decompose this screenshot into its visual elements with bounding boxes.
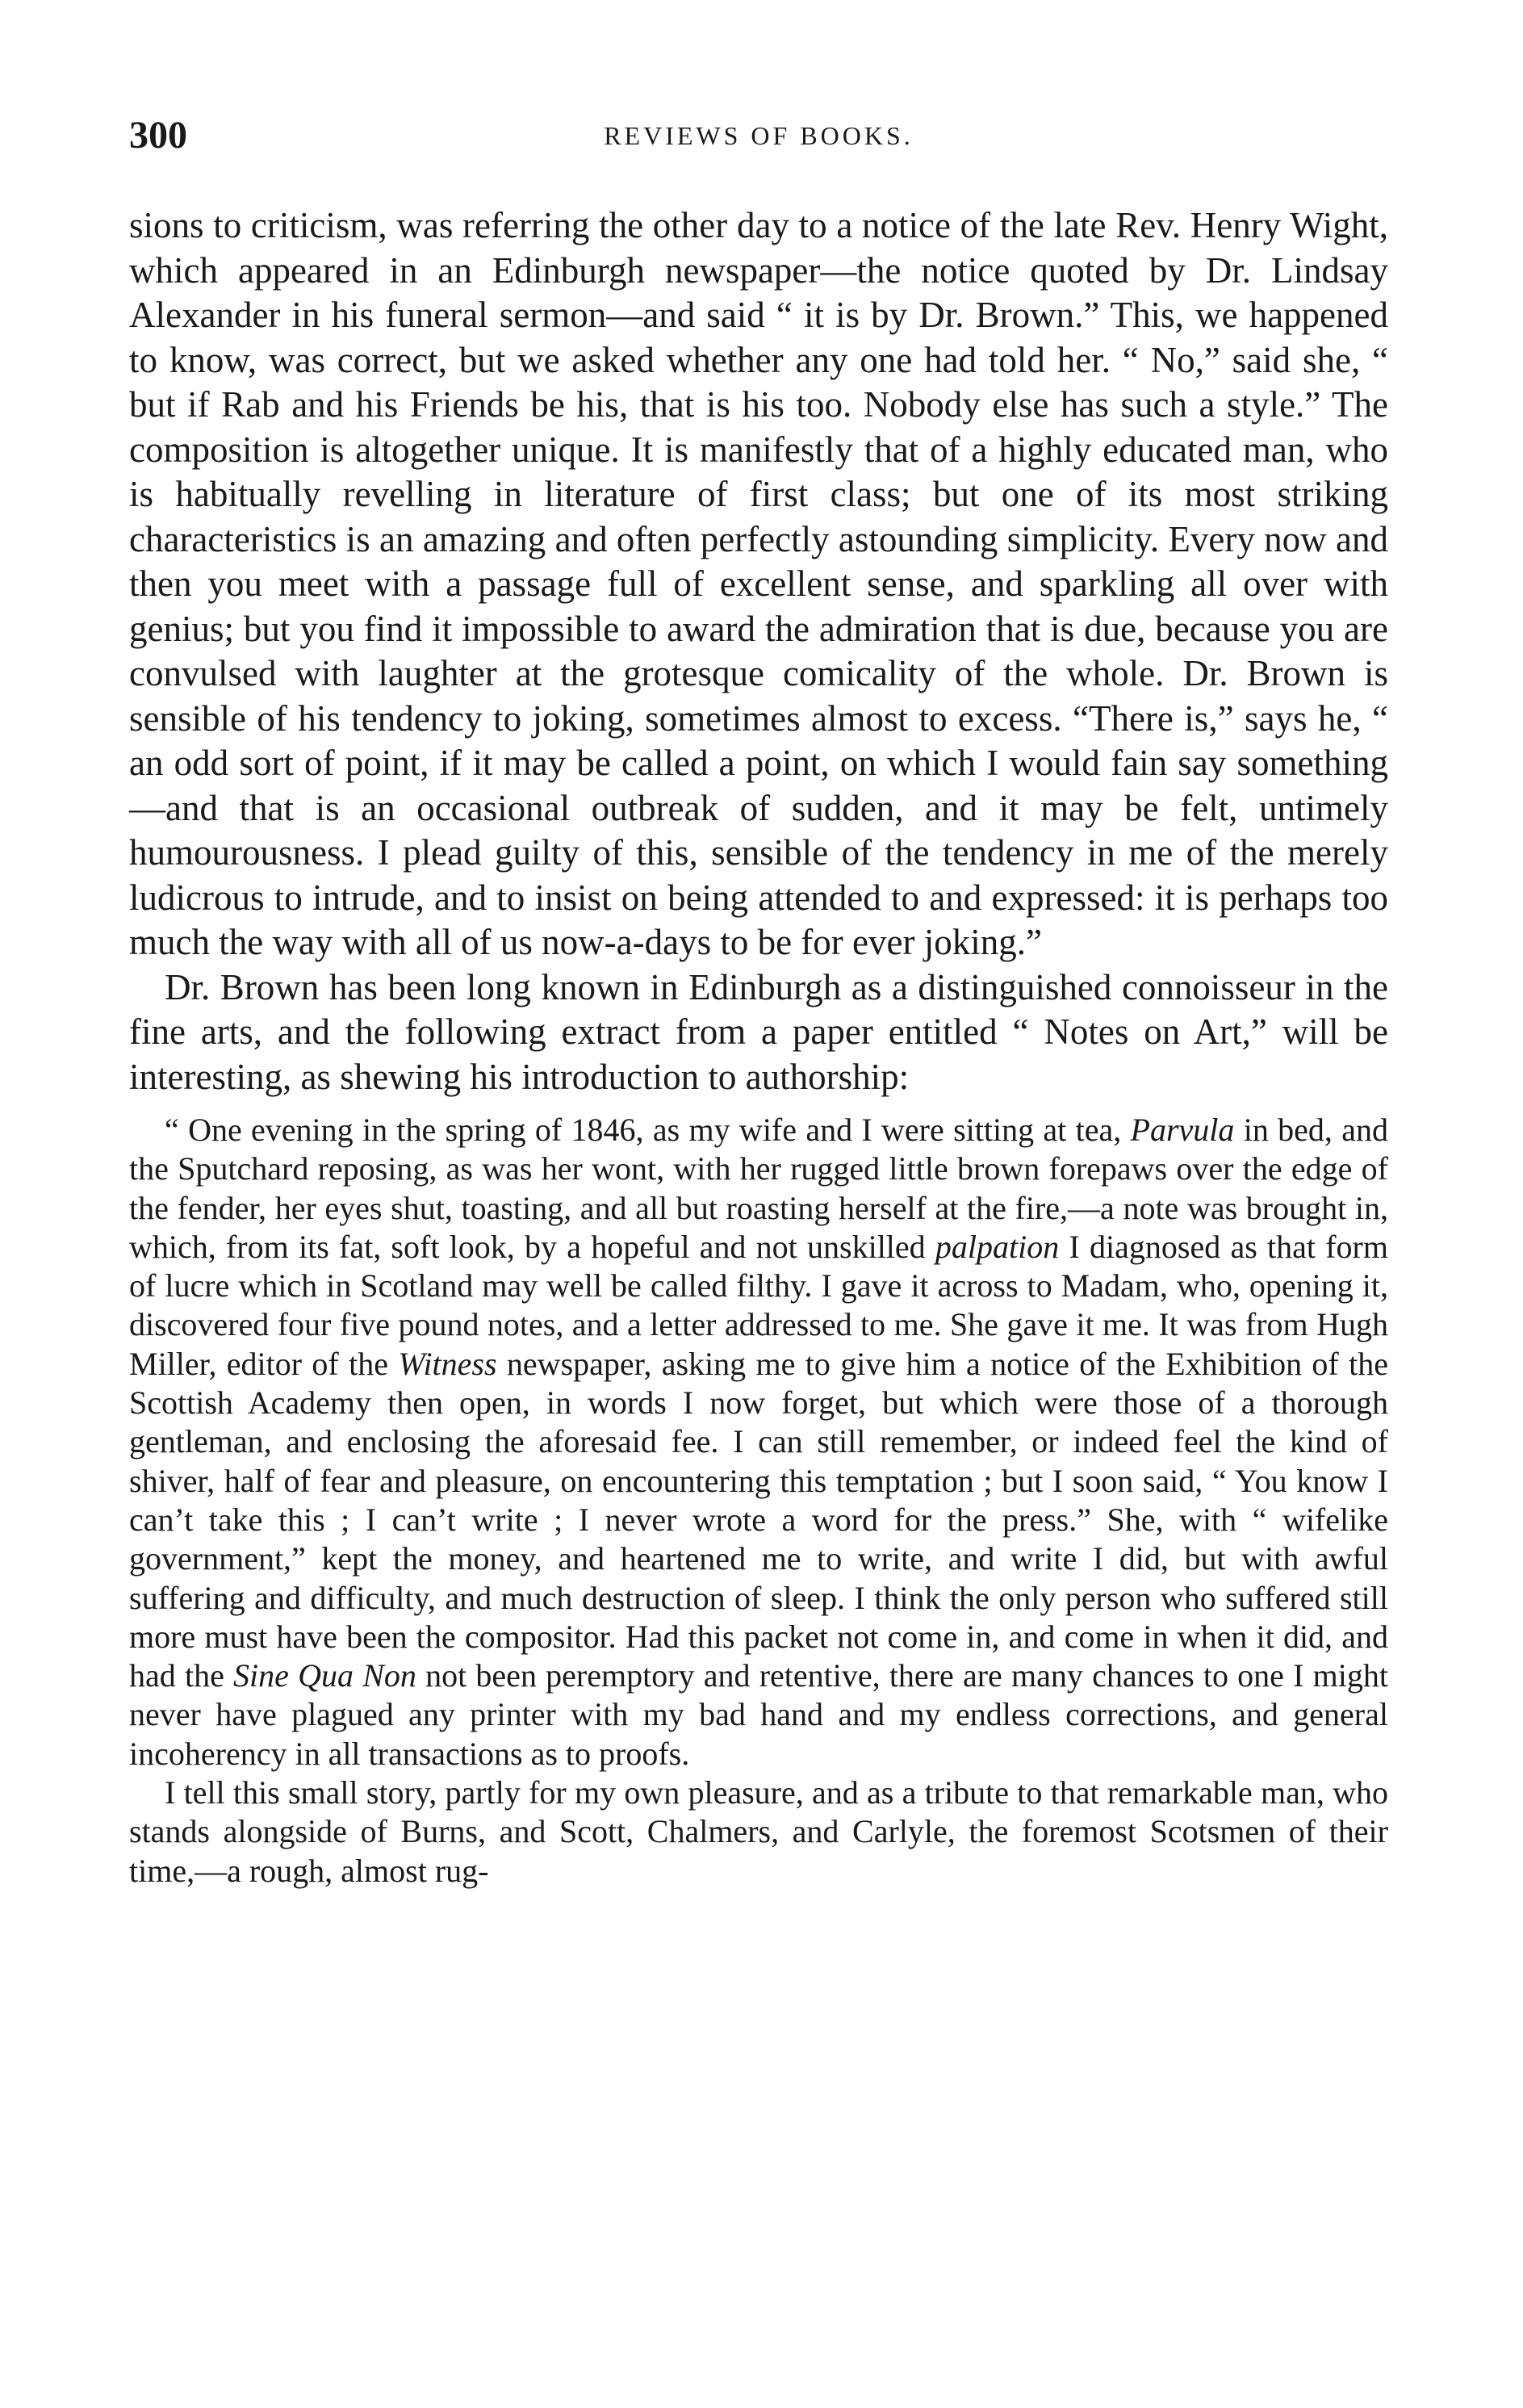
main-text	[129, 203, 1388, 1099]
quote-text-g: newspaper, asking me to give him a notice of the Exhibition of the Scottish Academy then open, in words I now forget, but which were those of a thorough gentleman, and enclosing the aforesaid fee. I can still remember, or indeed feel the kind of shiver, half of fear and pleasure, on encountering this temptation ; but I soon said, “ You know I can’t take this ; I can’t write ; I never wrote a word for the press.” She, with “ wifelike government,” kept the money, and heartened me to write, and write I did, but with awful suffering and difficulty, and much destruction of sleep. I think the only person who suffered still more must have been the compositor. Had this packet not come in, and come in when it did, and had the	[129, 1345, 1388, 1694]
quote-text-a: “ One evening in the spring of 1846, as my wife and I were sitting at tea,	[165, 1112, 1131, 1148]
book-page	[129, 113, 1388, 1891]
quote-italic-palpation: palpation	[935, 1228, 1060, 1265]
page-number: 300	[129, 114, 187, 157]
quote-text-i: not been peremptory and retentive, there are many chances to one I might never have plagued any printer with my bad hand and my endless corrections, and general incoherency in all transactions as to proofs.	[129, 1657, 1389, 1772]
block-quote	[129, 1111, 1388, 1891]
running-head	[129, 113, 1388, 178]
quote-italic-parvula: Parvula	[1130, 1112, 1235, 1148]
quote-text-c: in bed, and the Sputchard reposing, as was her wont, with her rugged little brown forepaws over the edge of the fender, her eyes shut, toasting, and all but roasting herself at the fire,—a note was brought in, which, from its fat, soft look, by a hopeful and not unskilled	[129, 1112, 1388, 1265]
running-title: REVIEWS OF BOOKS.	[604, 121, 914, 150]
quote-text-e: I diagnosed as that form of lucre which in Scotland may well be called filthy. I gave it across to Madam, who, opening it, discovered four five pound notes, and a letter addressed to me. She gave it me. It was from Hugh Miller, editor of the	[129, 1228, 1388, 1382]
quote-paragraph-2: I tell this small story, partly for my own pleasure, and as a tribute to that remarkable man, who stands alongside of Burns, and Scott, Chalmers, and Carlyle, the foremost Scotsmen of their time,—a rough, almost rug-	[129, 1774, 1388, 1889]
paragraph-1: sions to criticism, was referring the other day to a notice of the late Rev. Henry Wight, which appeared in an Edinburgh newspaper—the notice quoted by Dr. Lindsay Alexander in his funeral sermon—and said “ it is by Dr. Brown.” This, we happened to know, was correct, but we asked whether any one had told her. “ No,” said she, “ but if Rab and his Friends be his, that is his too. Nobody else has such a style.” The composition is altogether unique. It is manifestly that of a highly educated man, who is habitually revelling in literature of first class; but one of its most striking characteristics is an amazing and often perfectly astounding simplicity. Every now and then you meet with a passage full of excellent sense, and sparkling all over with genius; but you find it impossible to award the admiration that is due, because you are convulsed with laughter at the grotesque comicality of the whole. Dr. Brown is sensible of his tendency to joking, sometimes almost to excess. “There is,” says he, “ an odd sort of point, if it may be called a point, on which I would fain say something—and that is an occasional outbreak of sudden, and it may be felt, untimely humourousness. I plead guilty of this, sensible of the tendency in me of the merely ludicrous to intrude, and to insist on being attended to and expressed: it is perhaps too much the way with all of us now-a-days to be for ever joking.”	[129, 205, 1388, 962]
quote-paragraph-1	[129, 1111, 1388, 1774]
paragraph-2: Dr. Brown has been long known in Edinburgh as a distinguished connoisseur in the fine arts, and the following extract from a paper entitled “ Notes on Art,” will be interesting, as shewing his introduction to authorship:	[129, 966, 1388, 1097]
quote-italic-witness: Witness	[398, 1345, 497, 1382]
quote-italic-sine-qua-non: Sine Qua Non	[233, 1657, 416, 1694]
